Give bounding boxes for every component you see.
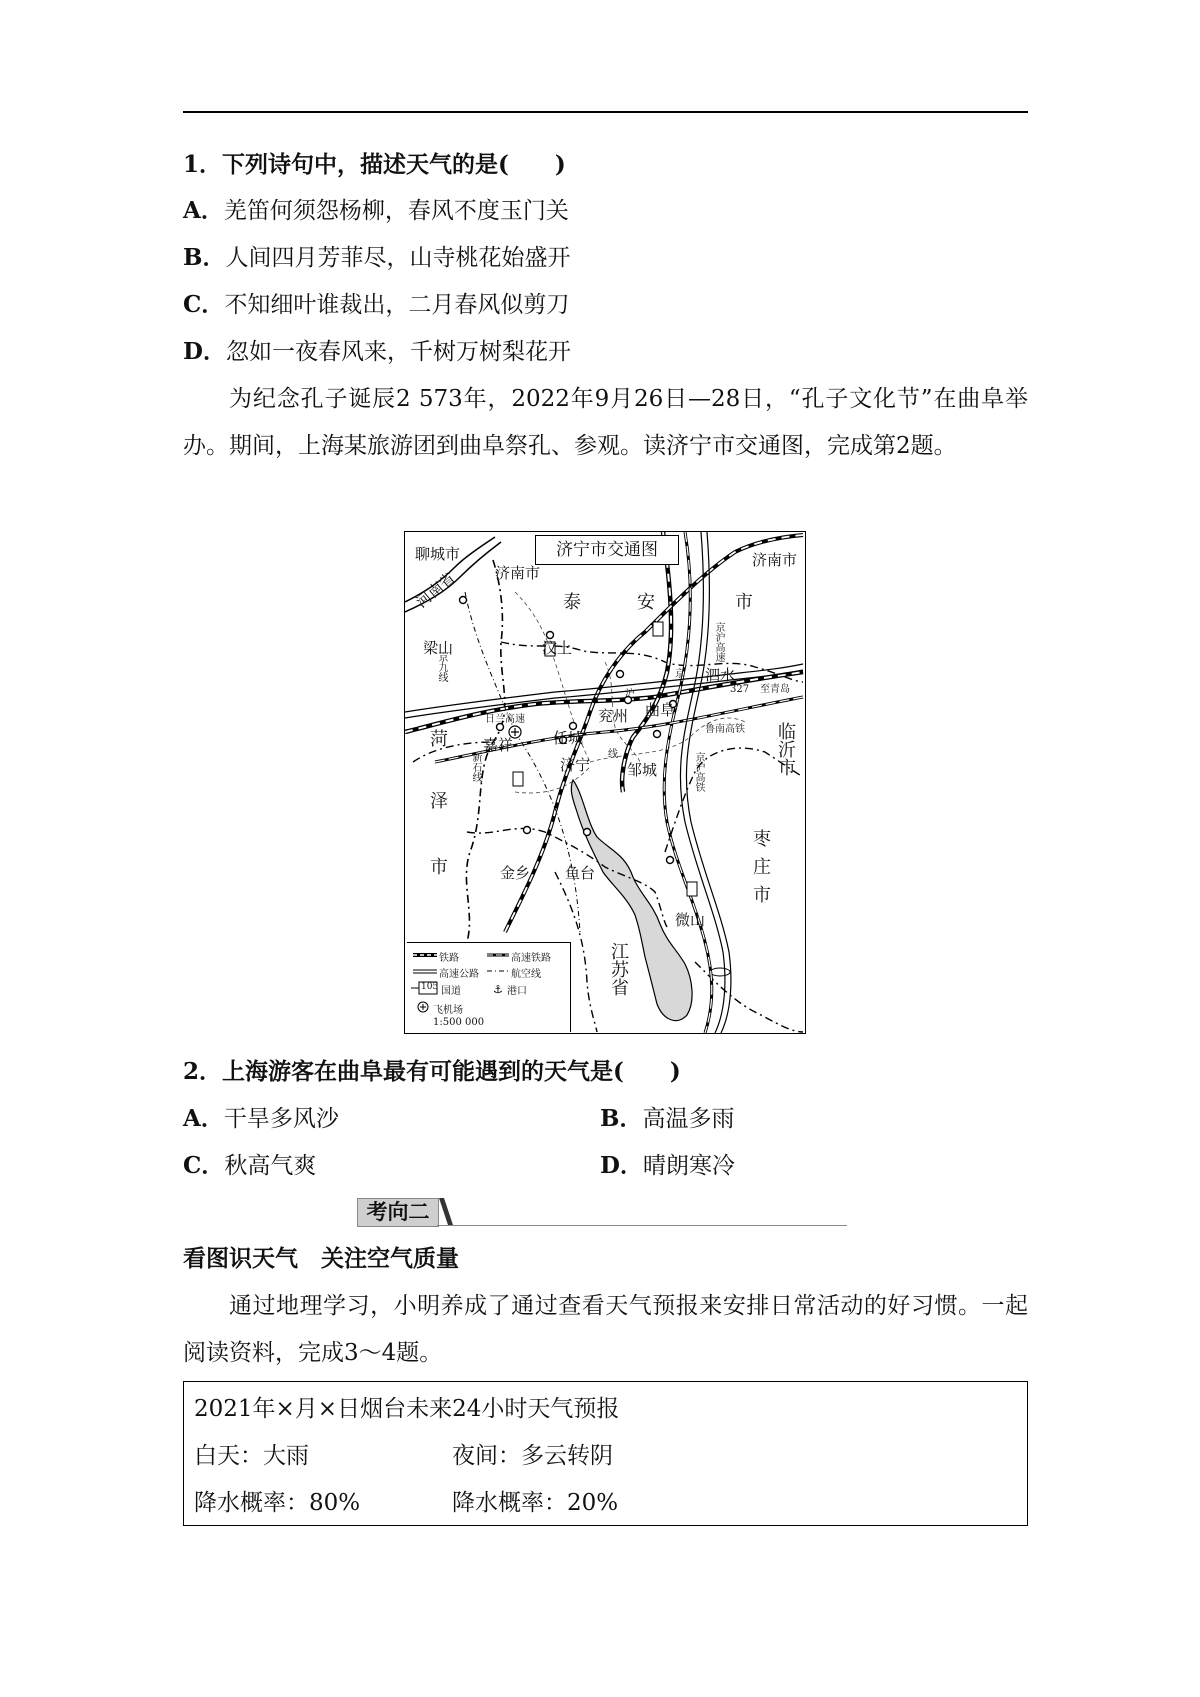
intro-paragraph: 为纪念孔子诞辰2 573年，2022年9月26日—28日，“孔子文化节”在曲阜举办。期间，上海某旅游团到曲阜祭孔、参观。读济宁市交通图，完成第2题。: [183, 386, 1028, 459]
label-sishui: 泗水: [705, 666, 736, 684]
q1-option-b: B．人间四月芳菲尽，山寺桃花始盛开: [183, 244, 571, 271]
header-rule: [183, 111, 1028, 113]
label-to-qingdao: 至青岛: [760, 684, 790, 695]
label-hu: 沪: [625, 689, 635, 700]
q1-option-c: C．不知细叶谁裁出，二月春风似剪刀: [183, 291, 570, 318]
label-he: 菏: [430, 729, 448, 750]
q2-option-a: A．干旱多风沙: [183, 1105, 339, 1132]
label-zaozhuang-shi: 市: [753, 885, 771, 906]
label-heze-shi: 市: [430, 857, 448, 878]
map-legend: [407, 942, 571, 1032]
label-jing: 京: [675, 669, 685, 680]
label-an: 安: [637, 592, 655, 613]
label-rencheng: 任城: [553, 729, 584, 747]
q2-option-b: B．高温多雨: [600, 1105, 735, 1132]
q1-stem: 1．下列诗句中，描述天气的是( ): [183, 151, 566, 178]
label-yanzhou: 兖州: [598, 707, 629, 725]
q1-option-d: D．忽如一夜春风来，千树万树梨花开: [183, 338, 571, 365]
label-jinghu-gaosu: 京沪高速: [713, 622, 724, 662]
label-tai: 泰: [563, 592, 581, 613]
label-jining: 济宁: [560, 756, 591, 774]
jining-traffic-map: [404, 531, 806, 1034]
label-taian-shi: 市: [735, 592, 753, 613]
forecast-night-precip: 降水概率：20%: [452, 1490, 619, 1516]
forecast-night-weather: 夜间：多云转阴: [452, 1443, 613, 1469]
section-intro: 通过地理学习，小明养成了通过查看天气预报来安排日常活动的好习惯。一起阅读资料，完成3～4题。: [183, 1293, 1028, 1366]
label-jinxiang: 金乡: [500, 864, 531, 882]
label-jiaxiang: 嘉祥: [483, 736, 514, 754]
label-yutai: 鱼台: [565, 864, 596, 882]
forecast-box: [183, 1381, 1028, 1526]
label-zao: 枣: [753, 829, 771, 850]
label-jinan-right: 济南市: [752, 551, 798, 569]
legend-airport: 飞机场: [433, 1005, 463, 1016]
q2-option-d: D．晴朗寒冷: [600, 1152, 735, 1179]
label-liangshan: 梁山: [423, 639, 454, 657]
label-g327: 327: [730, 684, 750, 695]
forecast-day-precip: 降水概率：80%: [194, 1490, 361, 1516]
section-title: 看图识天气 关注空气质量: [183, 1246, 459, 1272]
label-wenshang: 汶上: [542, 639, 573, 657]
label-jinghu-gaotie: 京沪高铁: [693, 752, 704, 792]
legend-port: 港口: [507, 986, 527, 997]
q2-option-c: C．秋高气爽: [183, 1152, 317, 1179]
label-ze: 泽: [430, 791, 448, 812]
label-xian: 线: [608, 749, 618, 760]
label-jingjiu: 京九线: [436, 652, 447, 682]
legend-road-number: 105: [421, 982, 439, 992]
label-weishan: 微山: [675, 911, 706, 929]
forecast-title: 2021年×月×日烟台未来24小时天气预报: [194, 1396, 620, 1422]
forecast-day-weather: 白天：大雨: [194, 1443, 309, 1469]
legend-airline: 航空线: [511, 969, 541, 980]
legend-national-road: 国道: [441, 986, 461, 997]
label-jinan-left: 济南市: [495, 564, 541, 582]
section-tab-bar: [357, 1198, 847, 1226]
svg-text:⚓: ⚓: [493, 983, 503, 996]
q1-option-a: A．羌笛何须怨杨柳，春风不度玉门关: [183, 197, 569, 224]
section-tab-decoration: [439, 1198, 453, 1225]
legend-scale: 1:500 000: [433, 1017, 485, 1028]
section-tab: 考向二: [357, 1198, 439, 1227]
legend-railway: 铁路: [439, 953, 459, 964]
legend-expressway: 高速公路: [439, 969, 479, 980]
map-title: 济宁市交通图: [535, 535, 679, 565]
label-liaocheng: 聊城市: [415, 545, 461, 563]
label-henan: 河南省: [412, 568, 459, 612]
legend-hsr: 高速铁路: [511, 953, 551, 964]
label-rilan: 日兰高速: [485, 714, 525, 725]
label-jiangsu: 江苏省: [608, 942, 629, 996]
label-lunan-gaotie: 鲁南高铁: [705, 724, 745, 735]
label-qufu: 曲阜: [645, 701, 676, 719]
section-tab-line: [437, 1225, 847, 1226]
label-zoucheng: 邹城: [627, 761, 658, 779]
label-linyi: 临沂市: [775, 722, 796, 776]
label-xinshi: 新石线: [470, 752, 481, 782]
q2-stem: 2．上海游客在曲阜最有可能遇到的天气是( ): [183, 1058, 681, 1085]
label-zhuang: 庄: [753, 857, 771, 878]
